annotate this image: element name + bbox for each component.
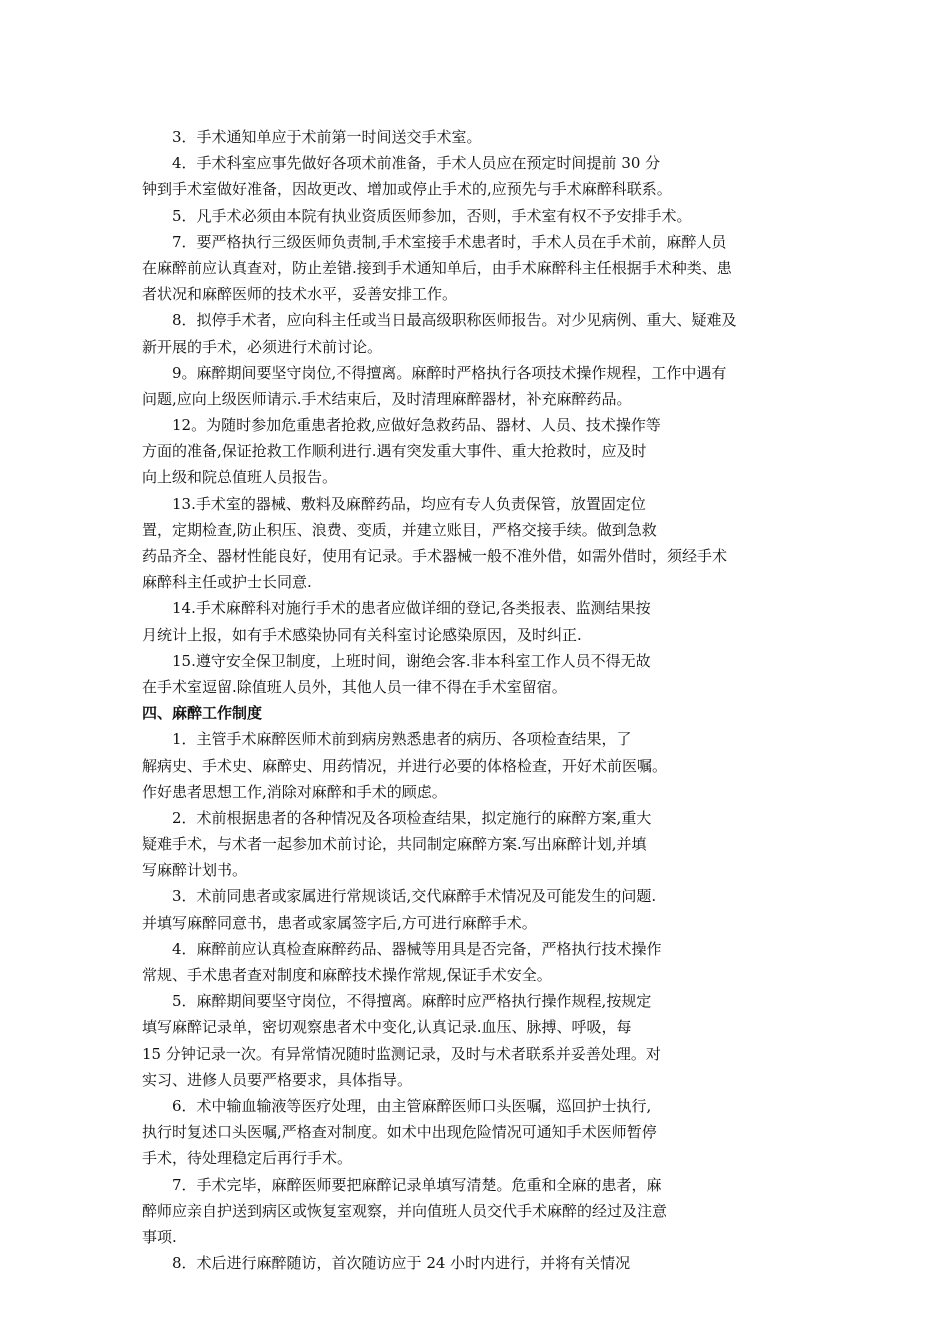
text-line: 方面的准备,保证抢救工作顺利进行.遇有突发重大事件、重大抢救时，应及时 <box>142 442 647 461</box>
text-line: 9。麻醉期间要坚守岗位,不得擅离。麻醉时严格执行各项技术操作规程，工作中遇有 <box>172 363 727 382</box>
text-line: 疑难手术，与术者一起参加术前讨论，共同制定麻醉方案.写出麻醉计划,并填 <box>142 835 647 854</box>
text-line: 新开展的手术，必须进行术前讨论。 <box>142 337 383 356</box>
text-line: 8．拟停手术者，应向科主任或当日最高级职称医师报告。对少见病例、重大、疑难及 <box>172 311 737 330</box>
text-line: 4．手术科室应事先做好各项术前准备，手术人员应在预定时间提前 30 分 <box>172 154 661 173</box>
text-line: 13.手术室的器械、敷料及麻醉药品，均应有专人负责保管，放置固定位 <box>172 494 646 513</box>
text-line: 3．手术通知单应于术前第一时间送交手术室。 <box>172 128 482 146</box>
text-line: 7．要严格执行三级医师负责制,手术室接手术患者时，手术人员在手术前，麻醉人员 <box>172 232 727 251</box>
text-line: 问题,应向上级医师请示.手术结束后，及时清理麻醉器材，补充麻醉药品。 <box>142 389 632 408</box>
text-line: 药品齐全、器材性能良好，使用有记录。手术器械一般不准外借，如需外借时，须经手术 <box>142 547 728 565</box>
text-line: 1．主管手术麻醉医师术前到病房熟悉患者的病历、各项检查结果，了 <box>172 730 632 749</box>
text-line: 6．术中输血输液等医疗处理，由主管麻醉医师口头医嘱，巡回护士执行, <box>172 1096 652 1115</box>
text-line: 3．术前同患者或家属进行常规谈话,交代麻醉手术情况及可能发生的问题. <box>172 887 657 906</box>
text-line: 15.遵守安全保卫制度，上班时间，谢绝会客.非本科室工作人员不得无故 <box>172 651 651 670</box>
text-line: 常规、手术患者查对制度和麻醉技术操作常规,保证手术安全。 <box>142 966 552 984</box>
text-line: 作好患者思想工作,消除对麻醉和手术的顾虑。 <box>142 782 447 801</box>
text-line: 者状况和麻醉医师的技术水平，妥善安排工作。 <box>142 285 458 304</box>
text-line: 2．术前根据患者的各种情况及各项检查结果，拟定施行的麻醉方案,重大 <box>172 808 652 827</box>
text-line: 麻醉科主任或护士长同意. <box>142 573 312 592</box>
text-line: 醉师应亲自护送到病区或恢复室观察，并向值班人员交代手术麻醉的经过及注意 <box>142 1201 668 1220</box>
text-line: 并填写麻醉同意书，患者或家属签字后,方可进行麻醉手术。 <box>142 913 537 932</box>
text-line: 5．麻醉期间要坚守岗位，不得擅离。麻醉时应严格执行操作规程,按规定 <box>172 992 652 1011</box>
text-line: 手术，待处理稳定后再行手术。 <box>142 1149 353 1168</box>
text-line: 填写麻醉记录单，密切观察患者术中变化,认真记录.血压、脉搏、呼吸，每 <box>142 1018 632 1037</box>
text-line: 12。为随时参加危重患者抢救,应做好急救药品、器材、人员、技术操作等 <box>172 416 661 435</box>
text-line: 事项. <box>142 1227 177 1246</box>
text-line: 解病史、手术史、麻醉史、用药情况，并进行必要的体格检查，开好术前医嘱。 <box>142 756 668 775</box>
text-line: 在手术室逗留.除值班人员外，其他人员一律不得在手术室留宿。 <box>142 677 567 696</box>
text-line: 4．麻醉前应认真检查麻醉药品、器械等用具是否完备，严格执行技术操作 <box>172 939 662 958</box>
text-line: 向上级和院总值班人员报告。 <box>142 468 338 487</box>
text-line: 5．凡手术必须由本院有执业资质医师参加，否则，手术室有权不予安排手术。 <box>172 206 692 225</box>
document-body <box>142 124 814 1276</box>
text-line: 实习、进修人员要严格要求，具体指导。 <box>142 1070 413 1089</box>
text-line: 钟到手术室做好准备，因故更改、增加或停止手术的,应预先与手术麻醉科联系。 <box>142 180 672 199</box>
section-heading: 四、麻醉工作制度 <box>142 704 263 723</box>
text-line: 置，定期检查,防止积压、浪费、变质，并建立账目，严格交接手续。做到急救 <box>142 520 657 539</box>
text-line: 14.手术麻醉科对施行手术的患者应做详细的登记,各类报表、监测结果按 <box>172 599 651 618</box>
text-line: 在麻醉前应认真查对，防止差错.接到手术通知单后，由手术麻醉科主任根据手术种类、患 <box>142 258 732 277</box>
text-line: 写麻醉计划书。 <box>142 861 248 880</box>
text-line: 15 分钟记录一次。有异常情况随时监测记录，及时与术者联系并妥善处理。对 <box>142 1044 661 1063</box>
text-line: 8．术后进行麻醉随访，首次随访应于 24 小时内进行，并将有关情况 <box>172 1254 631 1273</box>
text-line: 7．手术完毕，麻醉医师要把麻醉记录单填写清楚。危重和全麻的患者，麻 <box>172 1175 662 1194</box>
text-line: 执行时复述口头医嘱,严格查对制度。如术中出现危险情况可通知手术医师暂停 <box>142 1123 657 1142</box>
text-line: 月统计上报，如有手术感染协同有关科室讨论感染原因，及时纠正. <box>142 625 582 644</box>
